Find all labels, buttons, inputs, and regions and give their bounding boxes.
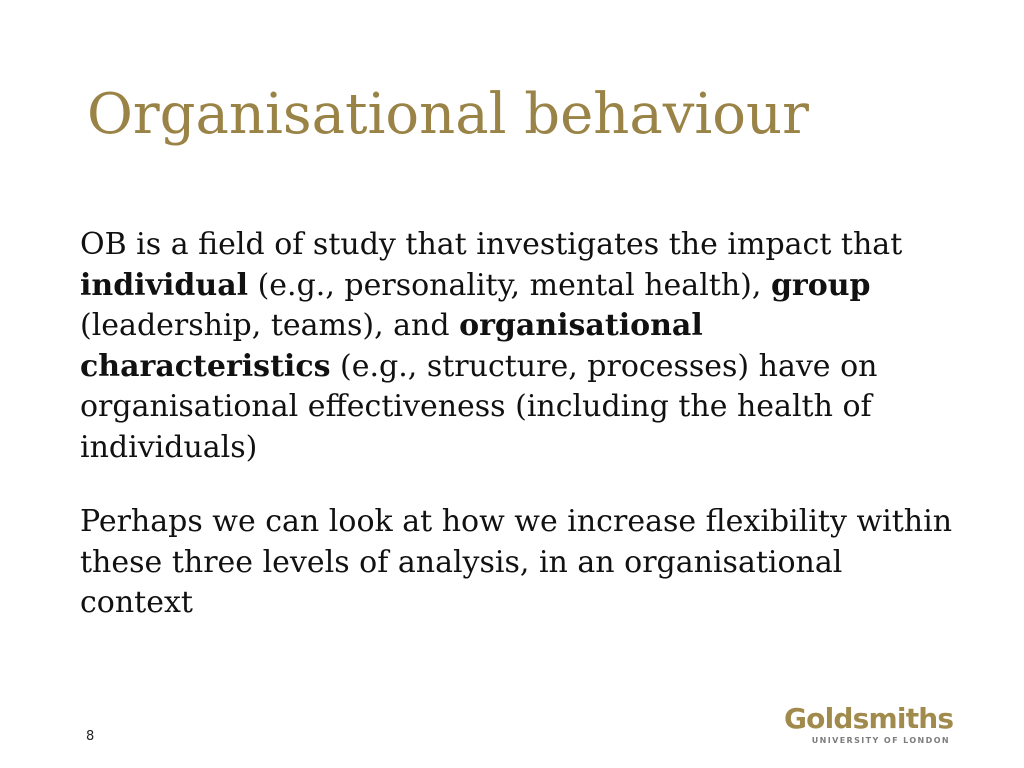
slide-number: 8 [86, 729, 95, 744]
paragraph-1-bold-organisational-characteristics: organisational characteristics [80, 308, 703, 384]
slide-title: Organisational behaviour [87, 82, 809, 147]
paragraph-1-text-2: (e.g., personality, mental health), [248, 267, 771, 303]
paragraph-1-text-1: OB is a field of study that investigates the impact that [80, 227, 903, 262]
paragraph-1-bold-individual: individual [80, 267, 249, 303]
goldsmiths-logo [784, 702, 954, 748]
paragraph-1-bold-group: group [770, 267, 871, 303]
logo-subtitle: UNIVERSITY OF LONDON [811, 736, 950, 745]
paragraph-1-text-3: (leadership, teams), and [80, 308, 460, 343]
body-paragraph-1 [80, 225, 960, 468]
slide-body [80, 225, 960, 624]
body-paragraph-2: Perhaps we can look at how we increase flexibility within these three levels of analysis, in an organisational context [80, 504, 953, 620]
logo-wordmark: Goldsmiths [784, 702, 954, 735]
paragraph-1-text-4: (e.g., structure, processes) have on organisational effectiveness (including the health of individuals) [80, 348, 878, 465]
